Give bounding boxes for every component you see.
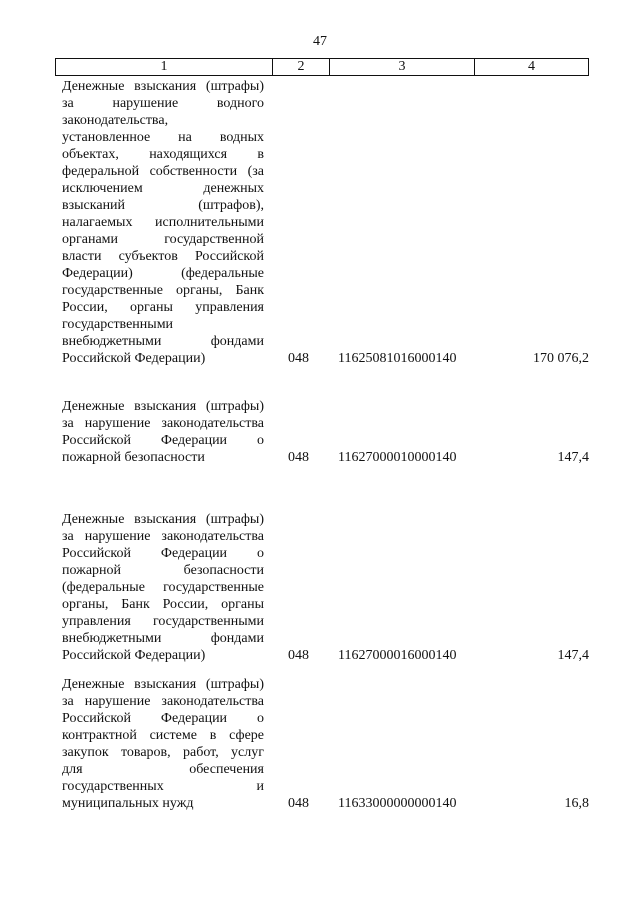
row-admin-code: 048 [288,648,309,663]
description-line: России, органы управления [62,300,264,315]
table-row [62,398,589,466]
description-line: Российской Федерации) [62,648,206,663]
table-row [62,78,589,367]
description-line: законодательства, [62,113,169,128]
description-line: для обеспечения [62,762,264,777]
description-line: Российской Федерации о [62,711,264,726]
description-line: налагаемых исполнительными [62,215,264,230]
row-amount: 170 076,2 [533,351,589,366]
description-line: закупок товаров, работ, услуг [62,745,264,760]
description-line: внебюджетными фондами [62,631,264,646]
row-admin-code: 048 [288,796,309,811]
row-admin-code: 048 [288,351,309,366]
description-line: за нарушение законодательства [62,529,264,544]
description-line: за нарушение законодательства [62,694,264,709]
description-line: Денежные взыскания (штрафы) [62,79,264,94]
description-line: Российской Федерации) [62,351,206,366]
row-description [62,676,264,812]
description-line: пожарной безопасности [62,450,205,465]
header-col-4: 4 [474,59,588,75]
description-line: власти субъектов Российской [62,249,264,264]
description-line: за нарушение водного [62,96,264,111]
description-line: государственных и [62,779,264,794]
row-kbk-code: 11627000016000140 [338,648,457,663]
row-amount: 147,4 [557,648,589,663]
table-header-row [55,58,589,76]
description-line: Денежные взыскания (штрафы) [62,677,264,692]
description-line: государственные органы, Банк [62,283,264,298]
description-line: государственными [62,317,174,332]
header-col-1: 1 [160,59,168,74]
row-admin-code: 048 [288,450,309,465]
row-description [62,511,264,664]
description-line: (федеральные государственные [62,580,264,595]
row-kbk-code: 11627000010000140 [338,450,457,465]
header-col-3: 3 [329,59,474,75]
description-line: исключением денежных [62,181,264,196]
description-line: установленное на водных [62,130,264,145]
description-line: федеральной собственности (за [62,164,264,179]
row-description [62,398,264,466]
description-line: пожарной безопасности [62,563,264,578]
description-line: Денежные взыскания (штрафы) [62,512,264,527]
description-line: управления государственными [62,614,264,629]
header-col-2: 2 [272,59,329,75]
table-row [62,676,589,812]
row-amount: 16,8 [564,796,589,811]
row-amount: 147,4 [557,450,589,465]
description-line: муниципальных нужд [62,796,194,811]
description-line: Денежные взыскания (штрафы) [62,399,264,414]
description-line: органами государственной [62,232,264,247]
description-line: Российской Федерации о [62,433,264,448]
row-kbk-code: 11625081016000140 [338,351,457,366]
description-line: за нарушение законодательства [62,416,264,431]
table-row [62,511,589,664]
row-kbk-code: 11633000000000140 [338,796,457,811]
description-line: внебюджетными фондами [62,334,264,349]
description-line: органы, Банк России, органы [62,597,264,612]
description-line: взысканий (штрафов), [62,198,264,213]
row-description [62,78,264,367]
description-line: Российской Федерации о [62,546,264,561]
page-number: 47 [313,34,327,49]
description-line: Федерации) (федеральные [62,266,264,281]
description-line: объектах, находящихся в [62,147,264,162]
description-line: контрактной системе в сфере [62,728,264,743]
